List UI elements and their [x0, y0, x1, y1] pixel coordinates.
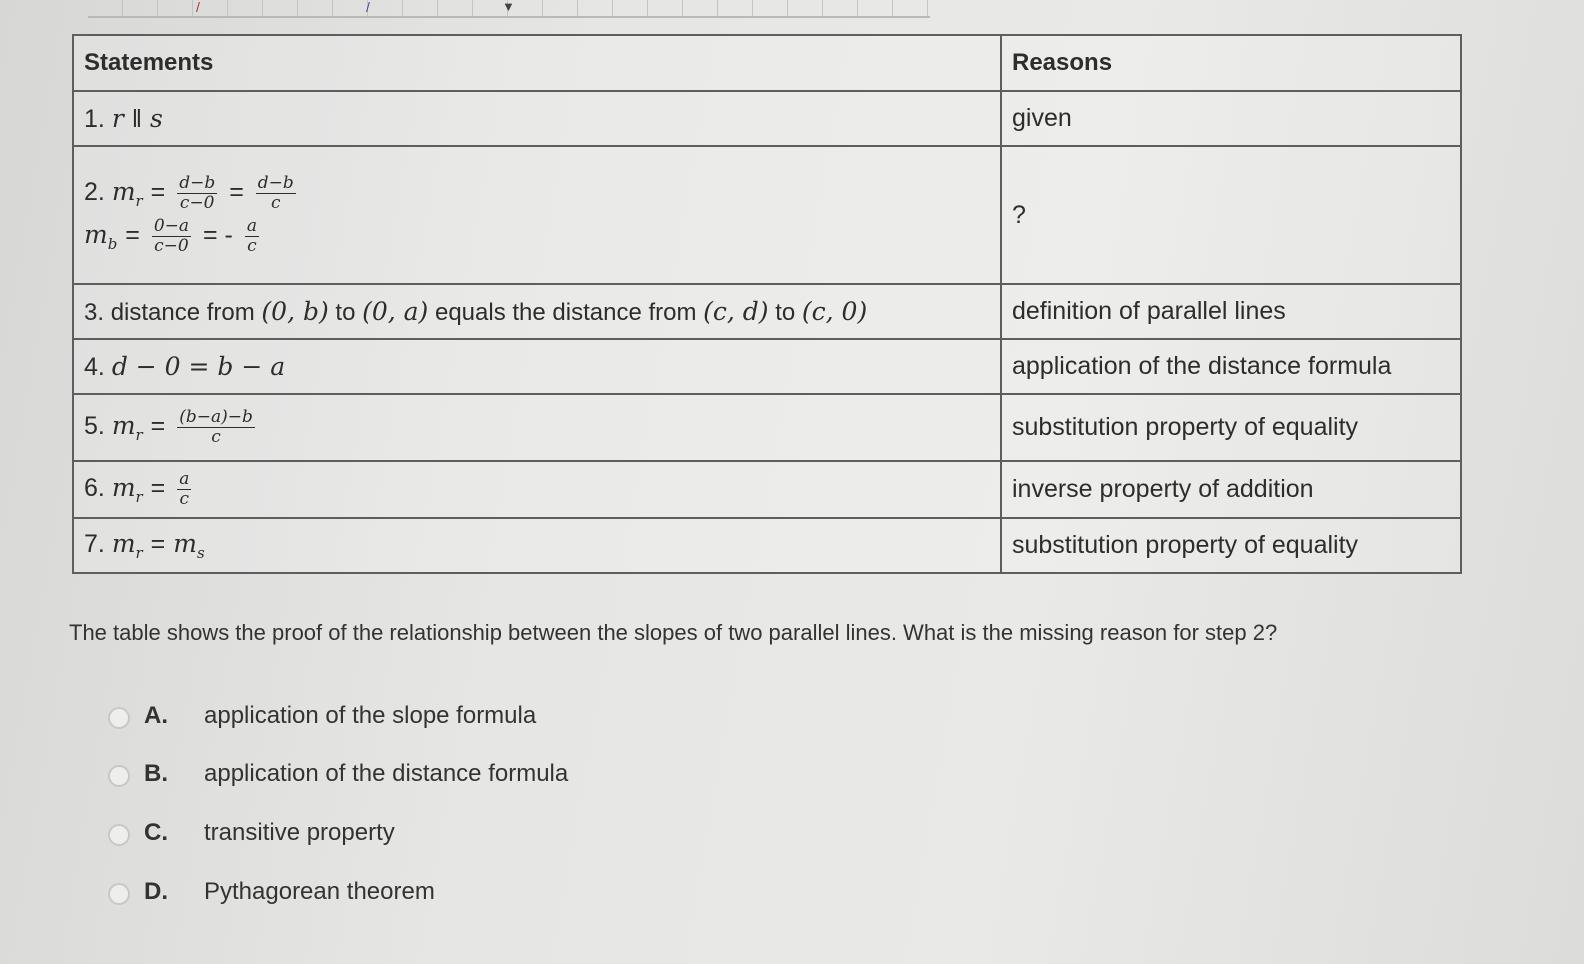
step-number: 1.	[84, 104, 105, 133]
table-row	[73, 518, 1461, 573]
radio-button[interactable]	[108, 707, 130, 729]
reason-cell: inverse property of addition	[1001, 461, 1461, 518]
table-row	[73, 394, 1461, 461]
fraction: $\frac{(b-a)-b}{c}$	[179, 407, 253, 447]
choice-text: Pythagorean theorem	[204, 878, 435, 905]
step-number: 6.	[84, 474, 105, 502]
choice-letter: A.	[144, 702, 168, 729]
reason-cell: substitution property of equality	[1001, 394, 1461, 461]
statement-cell	[73, 461, 1001, 518]
math-expression: r ‖ s	[111, 103, 163, 133]
step-number: 7.	[84, 530, 105, 558]
reason-cell: application of the distance formula	[1001, 339, 1461, 394]
question-text: The table shows the proof of the relationship between the slopes of two parallel lines. What is the missing reason for step 2?	[69, 620, 1278, 645]
fraction: $\frac{d-b}{c}$	[257, 173, 294, 213]
math-expression: d − 0 = b − a	[111, 351, 286, 381]
statement-cell	[73, 339, 1001, 394]
fraction: $\frac{0-a}{c-0}$	[153, 216, 190, 256]
statement-cell	[73, 146, 1001, 284]
choice-letter: B.	[144, 760, 168, 787]
table-row	[73, 284, 1461, 339]
proof-table	[72, 34, 1462, 574]
choice-text: transitive property	[204, 819, 395, 846]
choice-letter: C.	[144, 819, 168, 846]
math-line	[84, 175, 990, 212]
reasons-header: Reasons	[1001, 35, 1461, 91]
math-expression: $m_r$ = $\frac{d-b}{c-0}$ = $\frac{d-b}{c}$	[111, 173, 294, 213]
math-expression: $m_r = m_s$	[111, 529, 205, 562]
reason-cell: definition of parallel lines	[1001, 284, 1461, 339]
table-row	[73, 461, 1461, 518]
choice-letter: D.	[144, 878, 168, 905]
fraction: $\frac{d-b}{c-0}$	[179, 173, 216, 213]
statement-cell	[73, 394, 1001, 461]
reason-cell: given	[1001, 91, 1461, 146]
choice-text: application of the distance formula	[204, 760, 569, 787]
pen-mark-icon: /	[366, 0, 370, 15]
fraction: $\frac{a}{c}$	[179, 469, 190, 509]
table-row	[73, 146, 1461, 284]
step-number: 4.	[84, 352, 105, 381]
previous-content-strip	[88, 0, 930, 18]
choice-text: application of the slope formula	[204, 702, 537, 729]
statement-cell	[73, 518, 1001, 573]
pen-mark-icon: /	[196, 0, 200, 15]
table-row	[73, 339, 1461, 394]
reason-cell: ?	[1001, 146, 1461, 284]
table-row	[73, 91, 1461, 146]
statement-cell	[73, 91, 1001, 146]
radio-button[interactable]	[108, 883, 130, 905]
radio-button[interactable]	[108, 824, 130, 846]
statements-header: Statements	[73, 35, 1001, 91]
fraction: $\frac{a}{c}$	[246, 216, 257, 256]
step-number: 5.	[84, 412, 105, 440]
math-expression: $m_r$ = $\frac{a}{c}$	[111, 469, 190, 509]
step-number: 2.	[84, 178, 105, 206]
radio-button[interactable]	[108, 765, 130, 787]
math-line	[84, 218, 990, 255]
arrow-down-icon: ▼	[502, 0, 515, 14]
step-number: 3.	[84, 298, 105, 326]
statement-cell: 3. distance from (0, b) to (0, a) equals the distance from (c, d) to (c, 0)	[73, 284, 1001, 339]
math-expression: $m_r$ = $\frac{(b-a)-b}{c}$	[111, 407, 253, 447]
math-expression: $m_b$ = $\frac{0-a}{c-0}$ = - $\frac{a}{c}$	[84, 216, 257, 256]
reason-cell: substitution property of equality	[1001, 518, 1461, 573]
table-header-row	[73, 35, 1461, 91]
